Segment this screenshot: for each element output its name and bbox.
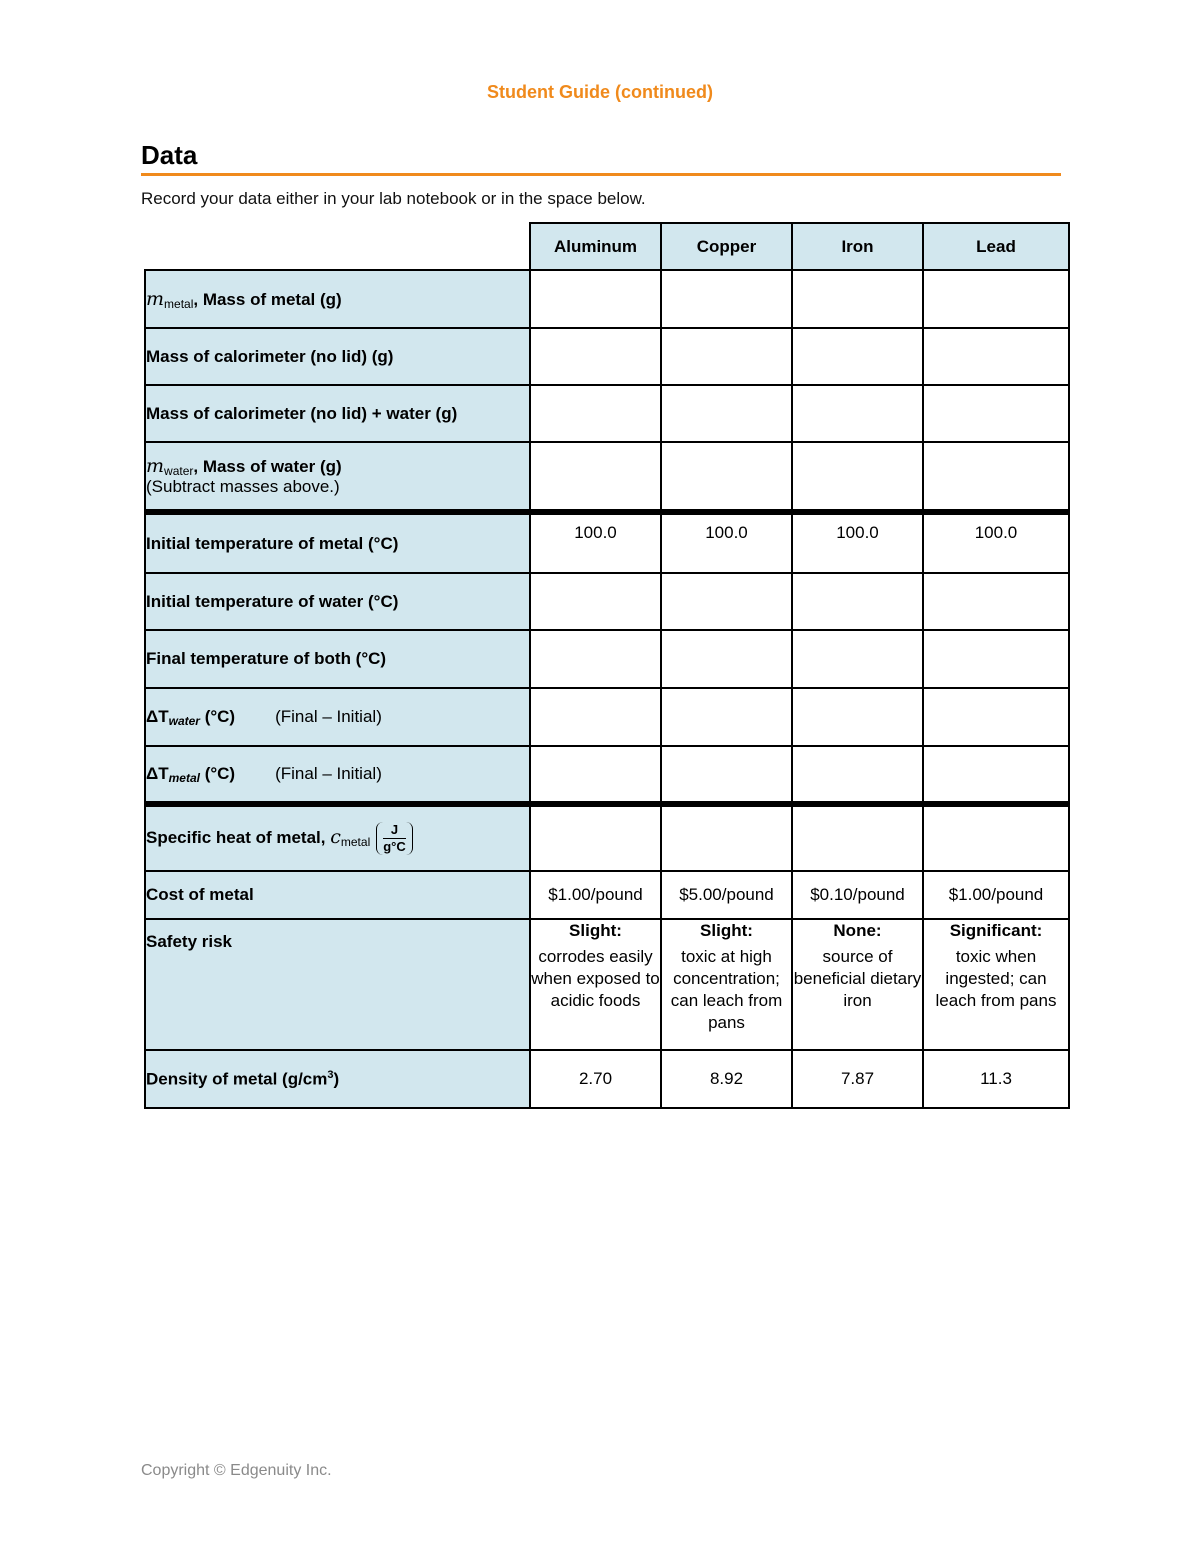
table-row: [145, 512, 1069, 573]
table-corner: [145, 223, 530, 270]
section-divider: [141, 173, 1061, 176]
input-cell[interactable]: [792, 270, 923, 328]
table-row: [145, 746, 1069, 804]
input-cell[interactable]: [661, 746, 792, 804]
risk-description: toxic when ingested; can leach from pans: [935, 947, 1057, 1010]
intro-text: Record your data either in your lab notebook or in the space below.: [141, 189, 646, 208]
specific-heat-symbol: c: [330, 825, 341, 848]
superscript: 3: [327, 1068, 334, 1081]
row-label-mass-calorimeter: Mass of calorimeter (no lid) (g): [145, 328, 530, 385]
risk-level: Slight:: [700, 921, 753, 940]
mass-subscript: metal: [164, 297, 194, 311]
row-label-initial-temp-metal: Initial temperature of metal (°C): [145, 512, 530, 573]
row-label-end: ): [333, 1069, 340, 1089]
value-cell: 100.0: [792, 512, 923, 573]
value-cell: $1.00/pound: [923, 871, 1069, 919]
row-label-density: [145, 1050, 530, 1108]
row-label-mass-metal: [145, 270, 530, 328]
input-cell[interactable]: [661, 270, 792, 328]
table-row: [145, 919, 1069, 1050]
row-label-cost: Cost of metal: [145, 871, 530, 919]
input-cell[interactable]: [923, 328, 1069, 385]
input-cell[interactable]: [530, 804, 661, 871]
table-row: [145, 385, 1069, 442]
table-row: [145, 573, 1069, 630]
value-cell: 2.70: [530, 1050, 661, 1108]
safety-cell: [530, 919, 661, 1050]
row-note: (Final – Initial): [275, 707, 382, 726]
mass-symbol: m: [146, 288, 165, 310]
value-cell: $0.10/pound: [792, 871, 923, 919]
table-row: [145, 1050, 1069, 1108]
column-header-lead: Lead: [923, 223, 1069, 270]
input-cell[interactable]: [530, 442, 661, 512]
input-cell[interactable]: [923, 385, 1069, 442]
copyright-footer: Copyright © Edgenuity Inc.: [141, 1462, 332, 1479]
column-header-aluminum: Aluminum: [530, 223, 661, 270]
input-cell[interactable]: [661, 328, 792, 385]
row-label-delta-t-metal: [145, 746, 530, 804]
input-cell[interactable]: [661, 442, 792, 512]
safety-cell: [923, 919, 1069, 1050]
value-cell: 100.0: [530, 512, 661, 573]
table-row: [145, 688, 1069, 746]
value-cell: $1.00/pound: [530, 871, 661, 919]
specific-heat-subscript: metal: [340, 834, 371, 849]
input-cell[interactable]: [923, 804, 1069, 871]
input-cell[interactable]: [923, 573, 1069, 630]
row-label-text: Density of metal (g/cm: [146, 1069, 328, 1089]
input-cell[interactable]: [530, 270, 661, 328]
delta-symbol: ΔT: [146, 707, 169, 726]
risk-description: source of beneficial dietary iron: [793, 947, 922, 1010]
value-cell: $5.00/pound: [661, 871, 792, 919]
input-cell[interactable]: [792, 746, 923, 804]
delta-symbol: ΔT: [146, 764, 169, 783]
input-cell[interactable]: [792, 442, 923, 512]
table-header-row: [145, 223, 1069, 270]
risk-level: Significant:: [949, 921, 1043, 940]
delta-unit: (°C): [199, 764, 236, 783]
row-note: (Subtract masses above.): [146, 477, 340, 496]
row-label-specific-heat: [145, 804, 530, 871]
row-label-text: , Mass of metal (g): [193, 290, 342, 309]
unit-fraction: [376, 822, 413, 855]
row-label-safety-risk: Safety risk: [145, 919, 530, 1050]
input-cell[interactable]: [923, 746, 1069, 804]
table-row: [145, 871, 1069, 919]
table-row: [145, 328, 1069, 385]
input-cell[interactable]: [530, 630, 661, 688]
row-label-text: Specific heat of metal,: [146, 827, 331, 847]
table-row: [145, 270, 1069, 328]
risk-description: toxic at high concentration; can leach from pans: [670, 947, 783, 1032]
table-row: [145, 442, 1069, 512]
input-cell[interactable]: [792, 804, 923, 871]
input-cell[interactable]: [530, 385, 661, 442]
value-cell: 7.87: [792, 1050, 923, 1108]
input-cell[interactable]: [530, 328, 661, 385]
mass-subscript: water: [164, 464, 194, 478]
running-header: Student Guide (continued): [487, 82, 713, 102]
input-cell[interactable]: [530, 688, 661, 746]
input-cell[interactable]: [530, 746, 661, 804]
input-cell[interactable]: [923, 270, 1069, 328]
safety-cell: [661, 919, 792, 1050]
row-label-text: , Mass of water (g): [193, 457, 342, 476]
delta-subscript: metal: [168, 771, 200, 785]
delta-unit: (°C): [199, 707, 236, 726]
table-row: [145, 804, 1069, 871]
value-cell: 100.0: [923, 512, 1069, 573]
input-cell[interactable]: [792, 385, 923, 442]
row-label-mass-water: [145, 442, 530, 512]
column-header-copper: Copper: [661, 223, 792, 270]
input-cell[interactable]: [661, 573, 792, 630]
delta-subscript: water: [168, 714, 200, 728]
row-note: (Final – Initial): [275, 764, 382, 783]
row-label-delta-t-water: [145, 688, 530, 746]
input-cell[interactable]: [792, 688, 923, 746]
value-cell: 100.0: [661, 512, 792, 573]
table-row: [145, 630, 1069, 688]
risk-level: None:: [833, 921, 882, 940]
risk-description: corrodes easily when exposed to acidic foods: [531, 947, 660, 1010]
input-cell[interactable]: [923, 688, 1069, 746]
safety-cell: [792, 919, 923, 1050]
mass-symbol: m: [146, 455, 165, 477]
input-cell[interactable]: [792, 328, 923, 385]
unit-denominator: g°C: [383, 839, 406, 854]
row-label-mass-calorimeter-water: Mass of calorimeter (no lid) + water (g): [145, 385, 530, 442]
row-label-final-temp: Final temperature of both (°C): [145, 630, 530, 688]
unit-numerator: J: [383, 822, 406, 839]
input-cell[interactable]: [792, 630, 923, 688]
input-cell[interactable]: [661, 630, 792, 688]
data-table: [144, 222, 1070, 1109]
risk-level: Slight:: [569, 921, 622, 940]
input-cell[interactable]: [661, 385, 792, 442]
input-cell[interactable]: [530, 573, 661, 630]
input-cell[interactable]: [792, 573, 923, 630]
column-header-iron: Iron: [792, 223, 923, 270]
input-cell[interactable]: [923, 630, 1069, 688]
input-cell[interactable]: [923, 442, 1069, 512]
section-title: Data: [141, 140, 198, 170]
input-cell[interactable]: [661, 688, 792, 746]
row-label-initial-temp-water: Initial temperature of water (°C): [145, 573, 530, 630]
value-cell: 11.3: [923, 1050, 1069, 1108]
value-cell: 8.92: [661, 1050, 792, 1108]
input-cell[interactable]: [661, 804, 792, 871]
